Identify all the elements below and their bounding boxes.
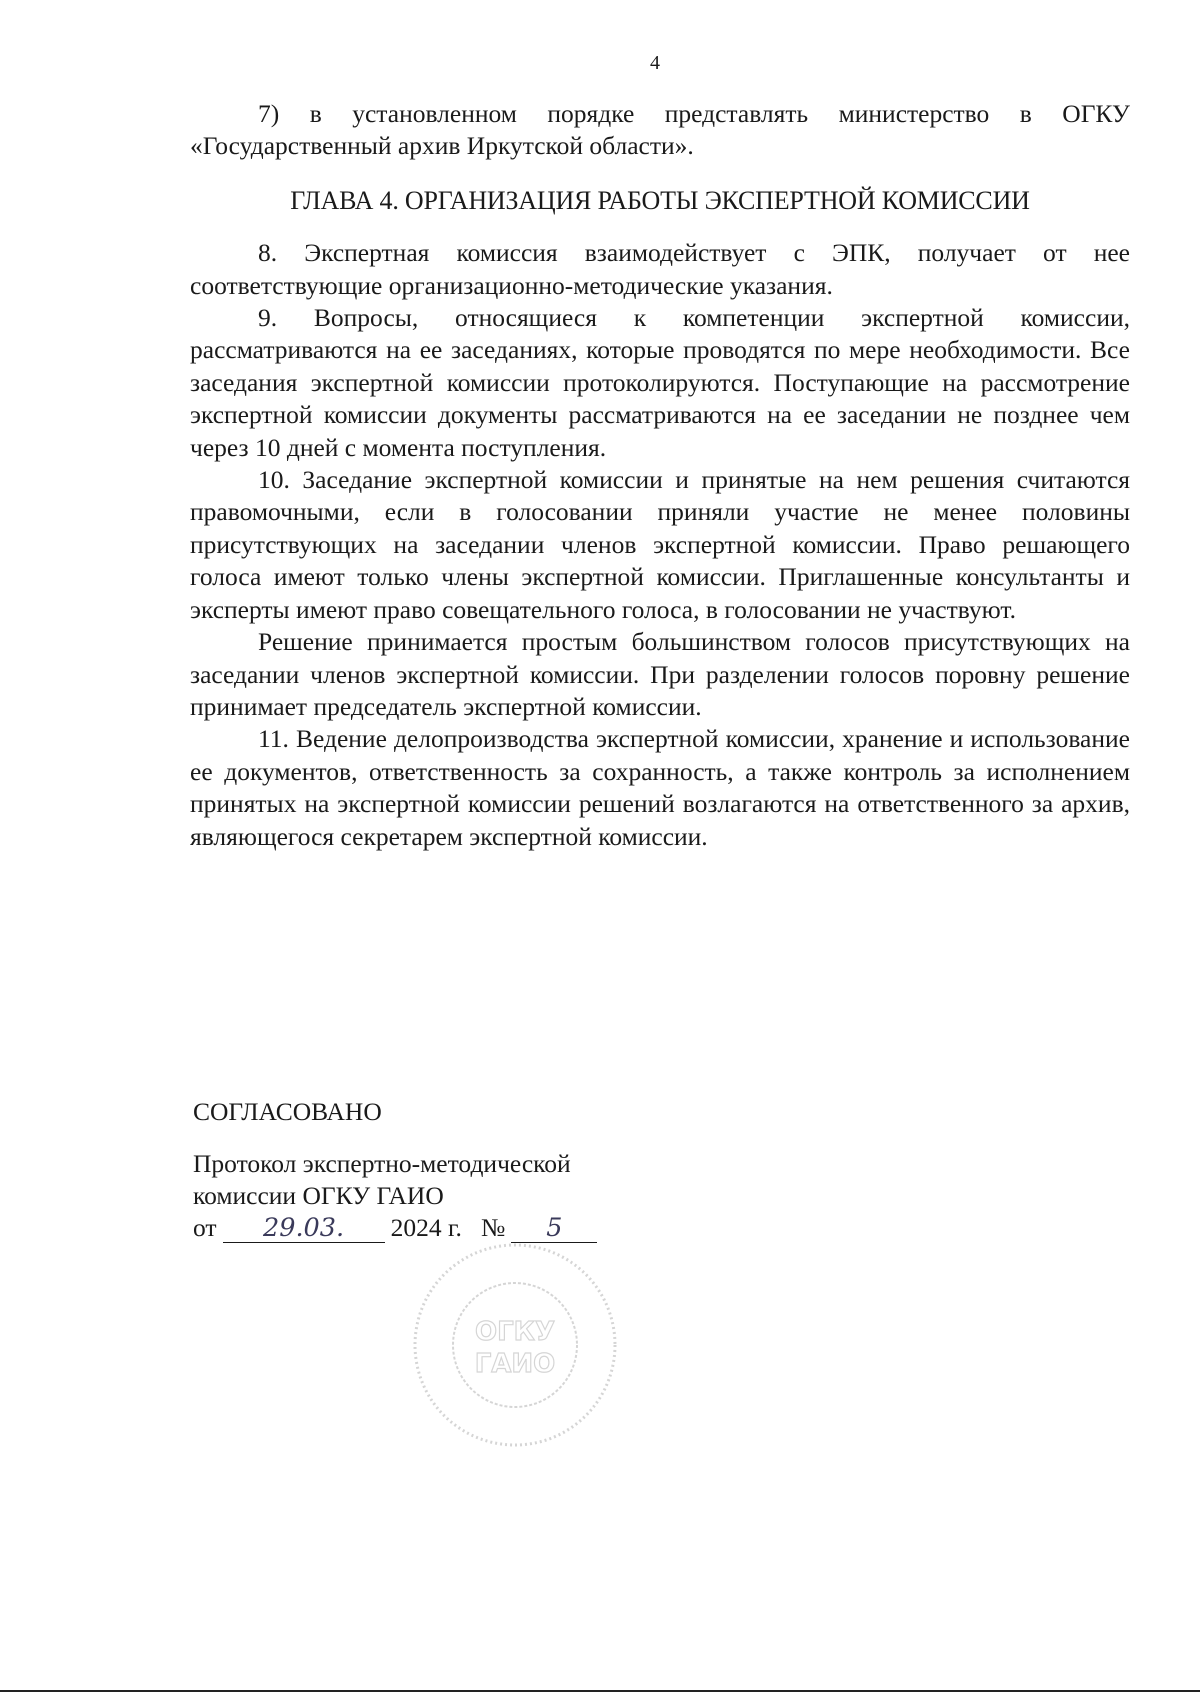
paragraph-10: 10. Заседание экспертной комиссии и принятые на нем решения считаются правомочными, если в голосовании приняли участие не менее половины присутствующих на заседании членов экспертной комиссии. Право решающего голоса имеют только члены экспертной комиссии. Приглашенные консультанты и эксперты имеют право совещательного голоса, в голосовании не участвуют. [190,465,1130,624]
paragraph-7: 7) в установленном порядке представлять министерство в ОГКУ «Государственный архив Иркутской области». [190,99,1130,161]
paragraph-11: 11. Ведение делопроизводства экспертной комиссии, хранение и использование ее документов, ответственность за сохранность, а также контроль за исполнением принятых на экспертной комиссии решений возлагаются на ответственного за архив, являющегося секретарем экспертной комиссии. [190,724,1130,851]
approval-title: СОГЛАСОВАНО [193,1097,382,1126]
handwritten-protocol-number: 5 [511,1214,597,1243]
seal-text-bottom: ГАИО [474,1349,556,1379]
handwritten-date: 29.03. [223,1214,385,1243]
paragraph-9: 9. Вопросы, относящиеся к компетенции экспертной комиссии, рассматриваются на ее заседаниях, которые проводятся по мере необходимости. Все заседания экспертной комиссии протоколируются. Поступающие на рассмотрение экспертной комиссии документы рассматриваются на ее заседании не позднее чем через 10 дней с момента поступления. [190,303,1130,462]
paragraph-8: 8. Экспертная комиссия взаимодействует с ЭПК, получает от нее соответствующие организационно-методические указания. [190,238,1130,300]
year-text: 2024 г. [390,1213,462,1242]
number-sign: № [481,1213,506,1242]
document-body [190,98,1130,853]
approval-block [193,1096,597,1244]
paragraph-decision: Решение принимается простым большинством голосов присутствующих на заседании членов экспертной комиссии. При разделении голосов поровну решение принимает председатель экспертной комиссии. [190,627,1130,721]
date-prefix: от [193,1213,217,1242]
bottom-rule [0,1690,1200,1692]
faded-seal-stamp [410,1240,620,1450]
chapter-heading: ГЛАВА 4. ОРГАНИЗАЦИЯ РАБОТЫ ЭКСПЕРТНОЙ КОМИССИИ [290,185,1030,215]
approval-protocol-line: Протокол экспертно-методической [193,1149,571,1178]
page-number: 4 [650,52,660,74]
seal-text-top: ОГКУ [475,1317,555,1347]
approval-commission-line: комиссии ОГКУ ГАИО [193,1181,444,1210]
